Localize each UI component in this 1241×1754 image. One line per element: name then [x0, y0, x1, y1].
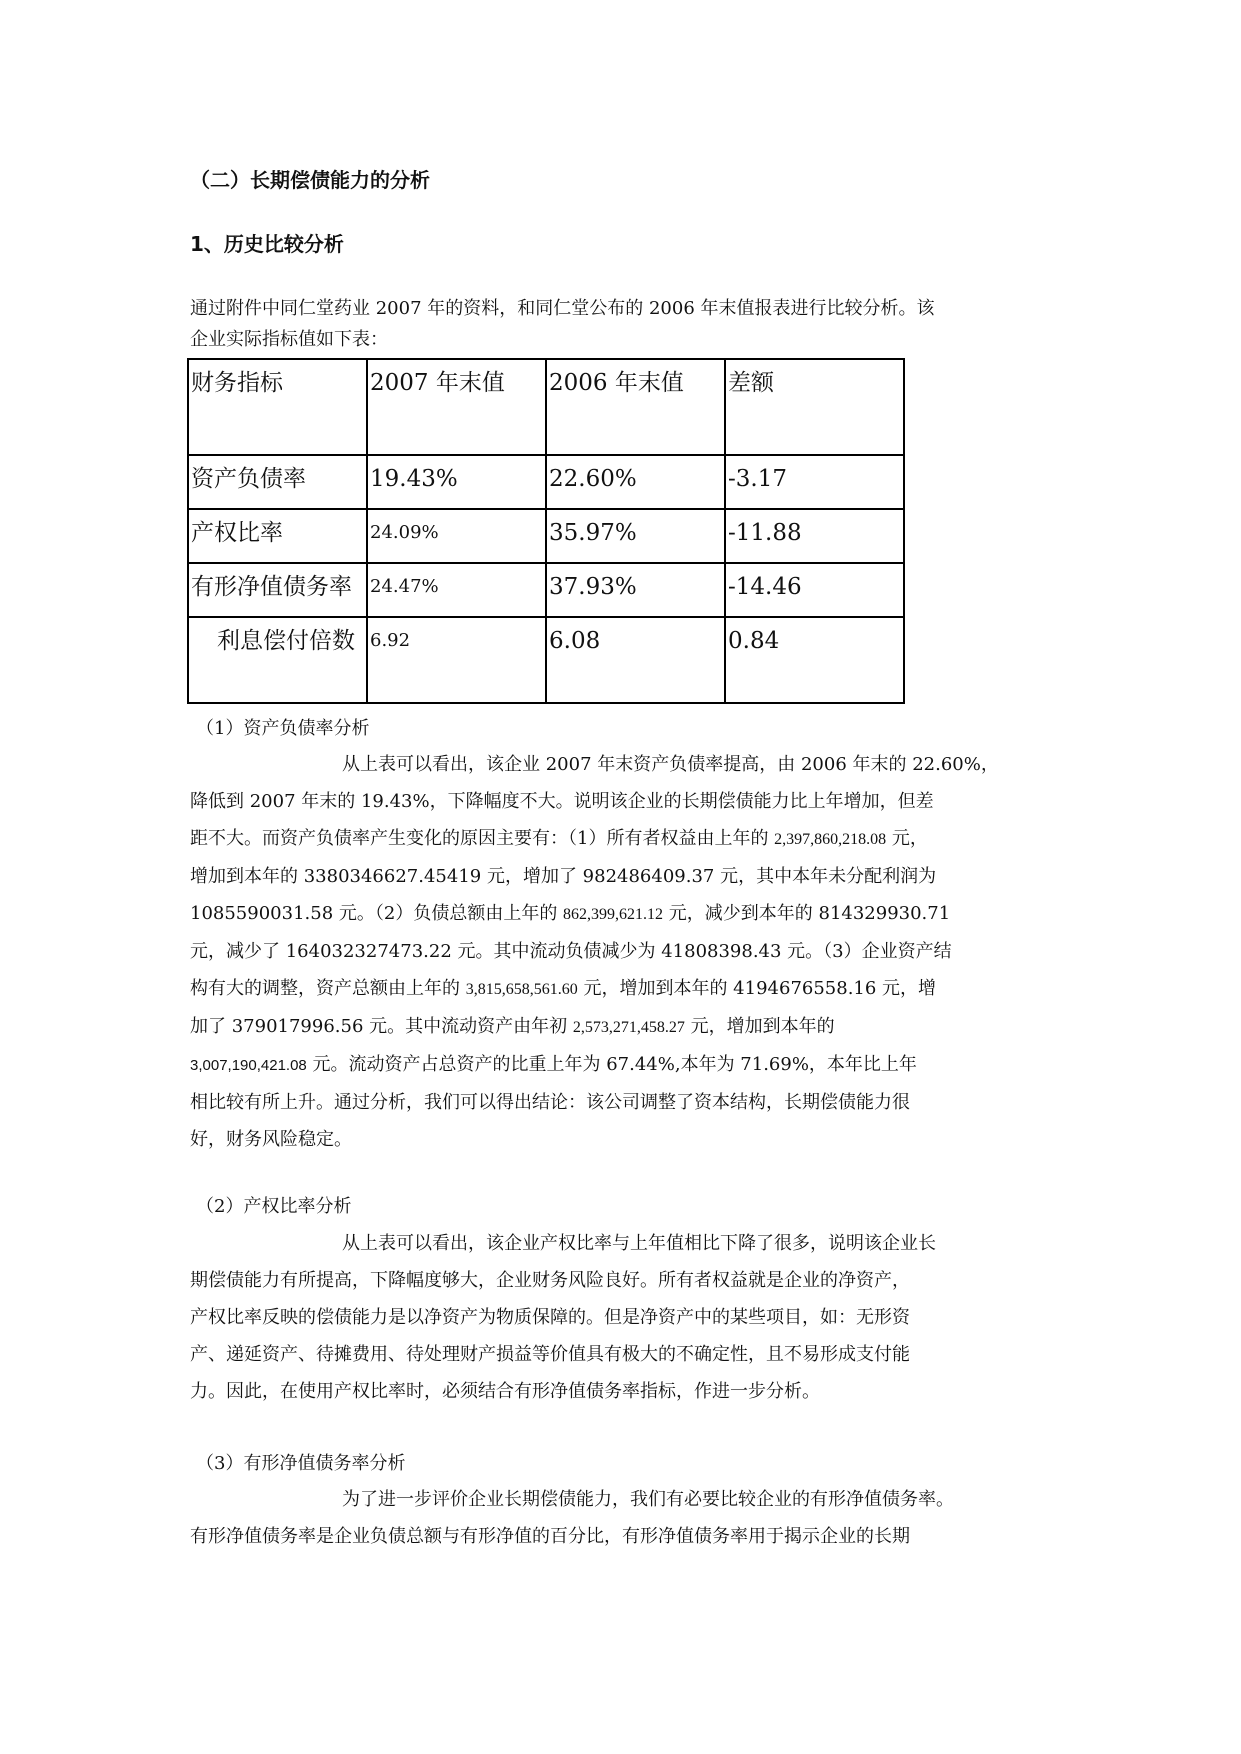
analysis-1-body [190, 746, 1060, 1158]
analysis-1-title: （1）资产负债率分析 [196, 718, 370, 739]
analysis-1-line: 增加到本年的 3380346627.45419 元，增加了 982486409.37 元，其中本年未分配利润为 [190, 866, 937, 887]
table-cell: 有形净值债务率 [188, 563, 367, 617]
table-row [188, 455, 904, 509]
analysis-3-line: 有形净值债务率是企业负债总额与有形净值的百分比，有形净值债务率用于揭示企业的长期 [190, 1526, 910, 1547]
table-row [188, 563, 904, 617]
analysis-1-line: 3,007,190,421.08 元。流动资产占总资产的比重上年为 67.44%,本年为 71.69%，本年比上年 [190, 1054, 917, 1075]
intro-line-2: 企业实际指标值如下表： [190, 329, 388, 350]
analysis-2-line: 产、递延资产、待摊费用、待处理财产损益等价值具有极大的不确定性，且不易形成支付能 [190, 1344, 910, 1365]
analysis-2-line: 从上表可以看出，该企业产权比率与上年值相比下降了很多，说明该企业长 [342, 1233, 936, 1254]
analysis-3-line: 为了进一步评价企业长期偿债能力，我们有必要比较企业的有形净值债务率。 [342, 1489, 954, 1510]
analysis-2-line: 力。因此，在使用产权比率时，必须结合有形净值债务率指标，作进一步分析。 [190, 1381, 820, 1402]
table-cell: 产权比率 [188, 509, 367, 563]
table-cell: 利息偿付倍数 [188, 617, 367, 703]
analysis-1-line: 降低到 2007 年末的 19.43%，下降幅度不大。说明该企业的长期偿债能力比上年增加，但差 [190, 791, 934, 812]
table-row [188, 509, 904, 563]
analysis-1-line: 构有大的调整，资产总额由上年的 3,815,658,561.60 元，增加到本年的 4194676558.16 元，增 [190, 978, 937, 999]
table-row [188, 617, 904, 703]
analysis-1-line: 从上表可以看出，该企业 2007 年末资产负债率提高，由 2006 年末的 22.60%， [342, 754, 999, 775]
table-cell: -14.46 [725, 563, 904, 617]
table-cell: 6.92 [367, 617, 546, 703]
table-header-row [188, 359, 904, 455]
table-cell: 22.60% [546, 455, 725, 509]
table-cell: -11.88 [725, 509, 904, 563]
subsection-heading: 1、历史比较分析 [190, 232, 344, 256]
header-cell: 财务指标 [188, 359, 367, 455]
analysis-2-line: 期偿债能力有所提高，下降幅度够大，企业财务风险良好。所有者权益就是企业的净资产， [190, 1270, 910, 1291]
header-cell: 2006 年末值 [546, 359, 725, 455]
analysis-1-line: 1085590031.58 元。（2）负债总额由上年的 862,399,621.12 元，减少到本年的 814329930.71 [190, 903, 951, 924]
intro-paragraph [190, 290, 1060, 353]
metrics-table [187, 358, 905, 704]
analysis-1-line: 相比较有所上升。通过分析，我们可以得出结论：该公司调整了资本结构，长期偿债能力很 [190, 1092, 910, 1113]
table-cell: 0.84 [725, 617, 904, 703]
table-cell: 19.43% [367, 455, 546, 509]
table-cell: 24.09% [367, 509, 546, 563]
analysis-3-body [190, 1481, 1060, 1555]
analysis-1-line: 距不大。而资产负债率产生变化的原因主要有：（1）所有者权益由上年的 2,397,860,218.08 元， [190, 828, 928, 849]
analysis-2-line: 产权比率反映的偿债能力是以净资产为物质保障的。但是净资产中的某些项目，如：无形资 [190, 1307, 910, 1328]
table-cell: 资产负债率 [188, 455, 367, 509]
table-cell: 37.93% [546, 563, 725, 617]
analysis-2-title: （2）产权比率分析 [196, 1196, 352, 1217]
table-cell: 24.47% [367, 563, 546, 617]
header-cell: 差额 [725, 359, 904, 455]
analysis-1-line: 元，减少了 164032327473.22 元。其中流动负债减少为 41808398.43 元。（3）企业资产结 [190, 941, 952, 962]
intro-line-1: 通过附件中同仁堂药业 2007 年的资料，和同仁堂公布的 2006 年末值报表进行比较分析。该 [190, 298, 935, 319]
section-heading: （二）长期偿债能力的分析 [190, 168, 430, 192]
analysis-1-line: 好，财务风险稳定。 [190, 1129, 352, 1150]
header-cell: 2007 年末值 [367, 359, 546, 455]
table-cell: 35.97% [546, 509, 725, 563]
table-cell: 6.08 [546, 617, 725, 703]
analysis-2-body [190, 1225, 1060, 1410]
analysis-3-title: （3）有形净值债务率分析 [196, 1453, 406, 1474]
table-cell: -3.17 [725, 455, 904, 509]
analysis-1-line: 加了 379017996.56 元。其中流动资产由年初 2,573,271,458.27 元，增加到本年的 [190, 1016, 835, 1037]
